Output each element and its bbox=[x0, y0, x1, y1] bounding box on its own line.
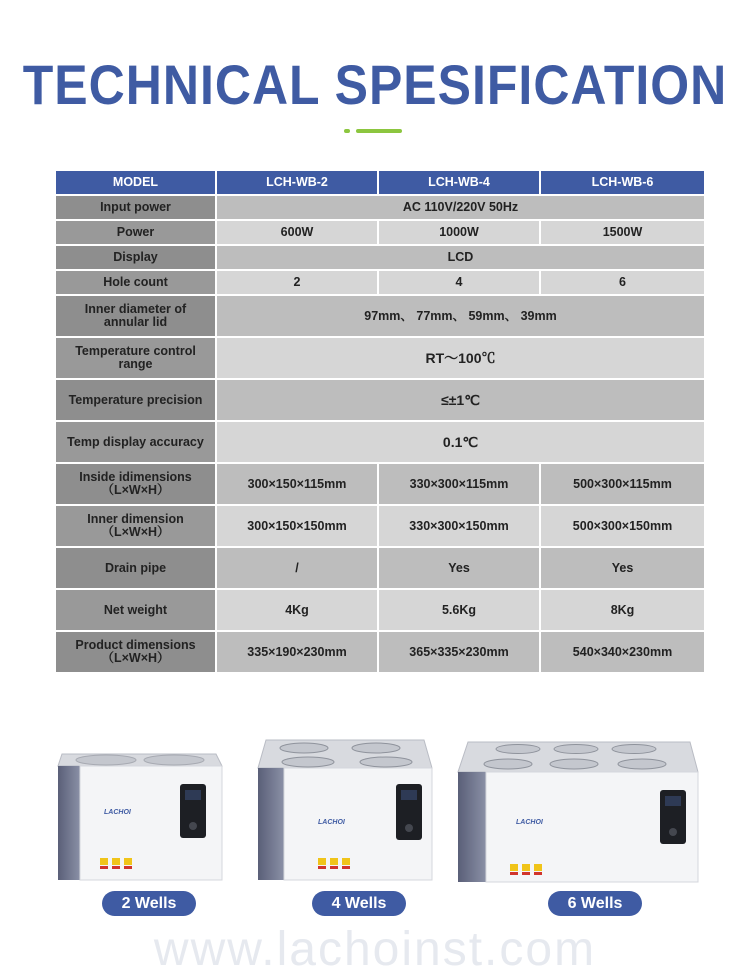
spec-value-cell: 330×300×150mm bbox=[379, 506, 541, 548]
spec-label-line: Temperature precision bbox=[68, 392, 203, 407]
spec-value-cell: ≤±1℃ bbox=[217, 380, 704, 422]
spec-label-line: Hole count bbox=[103, 275, 168, 289]
spec-value-cell: RT～100℃ bbox=[217, 338, 704, 380]
spec-row bbox=[56, 246, 704, 271]
spec-row bbox=[56, 296, 704, 338]
spec-row bbox=[56, 422, 704, 464]
spec-row-label bbox=[56, 246, 217, 271]
spec-value-cell: 2 bbox=[217, 271, 379, 296]
spec-value-cell: AC 110V/220V 50Hz bbox=[217, 196, 704, 221]
spec-row bbox=[56, 632, 704, 674]
water-bath-2-wells-image bbox=[56, 744, 224, 884]
spec-value-cell: 8Kg bbox=[541, 590, 704, 632]
spec-value-cell: 600W bbox=[217, 221, 379, 246]
spec-label-line: range bbox=[118, 357, 153, 371]
spec-row-label bbox=[56, 380, 217, 422]
spec-row-label bbox=[56, 221, 217, 246]
spec-value-cell: 300×150×150mm bbox=[217, 506, 379, 548]
spec-row-label bbox=[56, 271, 217, 296]
page-title: TECHNICAL SPESIFICATION bbox=[22, 53, 728, 117]
spec-value-cell: 1000W bbox=[379, 221, 541, 246]
spec-label-line: Drain pipe bbox=[104, 560, 167, 575]
brand-logo: LACHOI bbox=[516, 819, 543, 826]
product-images bbox=[0, 720, 750, 920]
spec-value-cell: 330×300×115mm bbox=[379, 464, 541, 506]
spec-row-label bbox=[56, 590, 217, 632]
spec-header-row bbox=[56, 171, 704, 196]
spec-row bbox=[56, 271, 704, 296]
spec-row bbox=[56, 590, 704, 632]
spec-label-line: Temperature control bbox=[75, 344, 196, 358]
spec-value-cell: 4Kg bbox=[217, 590, 379, 632]
spec-value-cell: LCD bbox=[217, 246, 704, 271]
spec-row bbox=[56, 221, 704, 246]
header-cell: LCH-WB-2 bbox=[217, 171, 379, 196]
spec-value-cell: 365×335×230mm bbox=[379, 632, 541, 674]
spec-value-cell: / bbox=[217, 548, 379, 590]
spec-label-line: Inside idimensions bbox=[79, 470, 192, 484]
spec-label-line: Inner dimension bbox=[87, 512, 184, 526]
water-bath-6-wells-image bbox=[456, 738, 700, 886]
spec-table bbox=[56, 171, 704, 674]
spec-value-cell: 4 bbox=[379, 271, 541, 296]
spec-value-cell: 1500W bbox=[541, 221, 704, 246]
brand-logo: LACHOI bbox=[104, 809, 131, 816]
spec-row-label bbox=[56, 296, 217, 338]
spec-label-line: （L×W×H） bbox=[101, 525, 170, 539]
title-accent-bar bbox=[356, 129, 402, 133]
spec-value-cell: 540×340×230mm bbox=[541, 632, 704, 674]
spec-row bbox=[56, 548, 704, 590]
water-bath-4-wells-image bbox=[256, 734, 434, 884]
spec-value-cell: Yes bbox=[379, 548, 541, 590]
spec-value-cell: 0.1℃ bbox=[217, 422, 704, 464]
watermark: www.lachoinst.com bbox=[153, 923, 597, 976]
product-label-2-wells: 2 Wells bbox=[102, 891, 196, 916]
spec-label-line: annular lid bbox=[103, 315, 168, 329]
brand-logo: LACHOI bbox=[318, 819, 345, 826]
spec-row bbox=[56, 506, 704, 548]
spec-row bbox=[56, 196, 704, 221]
spec-value-cell: 97mm、 77mm、 59mm、 39mm bbox=[217, 296, 704, 338]
spec-value-cell: Yes bbox=[541, 548, 704, 590]
spec-label-line: Temp display accuracy bbox=[67, 434, 204, 449]
spec-row-label bbox=[56, 422, 217, 464]
title-accent-bar bbox=[344, 129, 350, 133]
header-cell: LCH-WB-4 bbox=[379, 171, 541, 196]
header-cell: LCH-WB-6 bbox=[541, 171, 704, 196]
product-label-6-wells: 6 Wells bbox=[548, 891, 642, 916]
spec-label-line: Product dimensions bbox=[75, 638, 196, 652]
header-cell: MODEL bbox=[56, 171, 217, 196]
spec-label-line: Input power bbox=[100, 200, 171, 214]
spec-label-line: Power bbox=[116, 225, 155, 239]
spec-value-cell: 335×190×230mm bbox=[217, 632, 379, 674]
spec-row-label bbox=[56, 464, 217, 506]
spec-label-line: Display bbox=[113, 250, 158, 264]
spec-row-label bbox=[56, 506, 217, 548]
spec-label-line: Net weight bbox=[103, 602, 168, 617]
spec-row-label bbox=[56, 548, 217, 590]
spec-label-line: （L×W×H） bbox=[101, 483, 170, 497]
spec-label-line: Inner diameter of bbox=[84, 302, 187, 316]
spec-value-cell: 5.6Kg bbox=[379, 590, 541, 632]
spec-label-line: （L×W×H） bbox=[101, 651, 170, 665]
spec-value-cell: 500×300×150mm bbox=[541, 506, 704, 548]
spec-row-label bbox=[56, 632, 217, 674]
spec-row-label bbox=[56, 338, 217, 380]
product-label-4-wells: 4 Wells bbox=[312, 891, 406, 916]
spec-row bbox=[56, 464, 704, 506]
spec-value-cell: 500×300×115mm bbox=[541, 464, 704, 506]
spec-row bbox=[56, 338, 704, 380]
spec-value-cell: 300×150×115mm bbox=[217, 464, 379, 506]
spec-row bbox=[56, 380, 704, 422]
spec-row-label bbox=[56, 196, 217, 221]
spec-value-cell: 6 bbox=[541, 271, 704, 296]
